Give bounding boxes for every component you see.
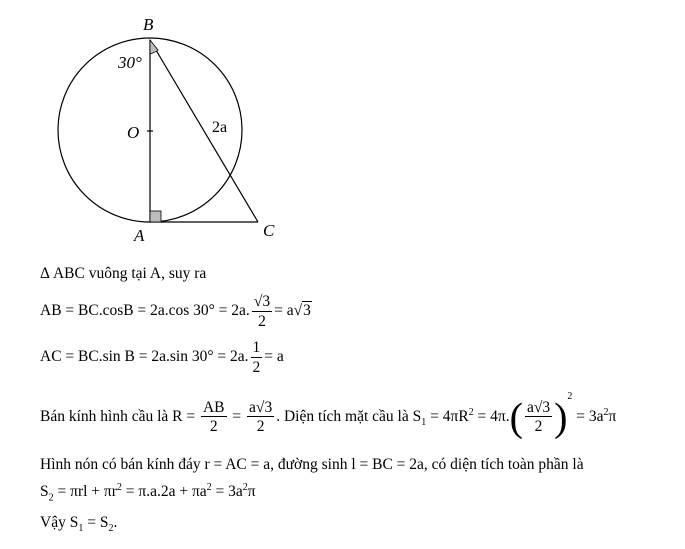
fraction-asqrt3-2 — [247, 400, 274, 435]
pi: π — [608, 408, 617, 425]
label-angle: 30° — [118, 53, 142, 72]
line-s2 — [40, 483, 256, 503]
area-text: . Diện tích mặt cầu là S — [276, 408, 422, 425]
fraction-ab-2 — [201, 400, 227, 435]
label-c: C — [263, 221, 275, 240]
radius-text: Bán kính hình cầu là R = — [40, 408, 196, 425]
label-b: B — [143, 15, 154, 34]
fraction-paren — [525, 400, 552, 435]
line-conclusion — [40, 515, 117, 534]
superscript: 2 — [567, 391, 573, 402]
radicand: 3 — [264, 398, 273, 416]
frac-den: 2 — [534, 418, 543, 436]
fraction-1-2 — [251, 340, 263, 375]
subscript: 2 — [48, 492, 54, 504]
superscript: 2 — [603, 406, 609, 418]
label-o: O — [127, 123, 140, 142]
radicand: 3 — [262, 293, 271, 310]
s2-label: S — [40, 483, 49, 501]
ab-formula-mid: = a — [274, 302, 294, 320]
text-line-1: Δ ABC vuông tại A, suy ra — [40, 265, 207, 282]
s2-result: = 3a — [215, 483, 243, 501]
s2-formula: = πrl + πr — [57, 483, 117, 501]
s2-formula-2: = π.a.2a + πa — [125, 483, 207, 501]
frac-num: √3 — [253, 293, 271, 310]
equals: = — [232, 408, 242, 425]
frac-den: 2 — [258, 312, 266, 330]
area-formula-2: = 4π. — [477, 408, 510, 425]
radicand: 3 — [303, 302, 311, 320]
line-sphere — [40, 391, 617, 440]
frac-den: 2 — [252, 358, 261, 376]
frac-num: a√3 — [526, 398, 551, 416]
line-cone — [40, 457, 584, 473]
right-angle-mark — [150, 211, 161, 222]
frac-num: 1 — [252, 339, 261, 356]
superscript: 2 — [116, 482, 122, 493]
subscript: 1 — [421, 417, 427, 429]
conclusion-text: Vậy S — [40, 514, 79, 531]
paren-open: ( — [509, 394, 523, 440]
superscript: 2 — [468, 406, 474, 418]
frac-num: AB — [202, 398, 225, 416]
superscript: 2 — [242, 482, 248, 493]
radicand: 3 — [542, 398, 551, 416]
area-result: = 3a — [576, 408, 604, 425]
line-triangle — [40, 266, 206, 282]
cone-text: Hình nón có bán kính đáy r = AC = a, đường sinh l = BC = 2a, có diện tích toàn phần là — [40, 456, 584, 473]
frac-den: 2 — [209, 418, 218, 436]
var-a: a — [526, 398, 534, 416]
line-ab — [40, 294, 312, 329]
superscript: 2 — [206, 482, 212, 493]
paren-close: ) — [554, 394, 568, 440]
period: . — [113, 514, 118, 531]
sqrt: √3 — [293, 302, 311, 320]
geometry-figure — [0, 0, 685, 250]
subscript: 1 — [78, 523, 84, 535]
pi: π — [247, 483, 256, 501]
line-ac — [40, 340, 284, 375]
conclusion-eq: = S — [83, 514, 109, 531]
ab-formula-start: AB = BC.cosB = 2a.cos 30° = 2a. — [40, 302, 250, 320]
frac-den: 2 — [256, 418, 265, 436]
label-a: A — [134, 226, 145, 245]
area-formula: = 4πR — [430, 408, 469, 425]
label-hyp: 2a — [212, 119, 228, 136]
frac-num: a√3 — [249, 398, 273, 416]
ac-formula-end: = a — [264, 348, 284, 366]
subscript: 2 — [108, 523, 114, 535]
var-a: a — [249, 398, 256, 416]
fraction-sqrt3-2 — [252, 294, 272, 329]
ac-formula-start: AC = BC.sin B = 2a.sin 30° = 2a. — [40, 348, 249, 366]
